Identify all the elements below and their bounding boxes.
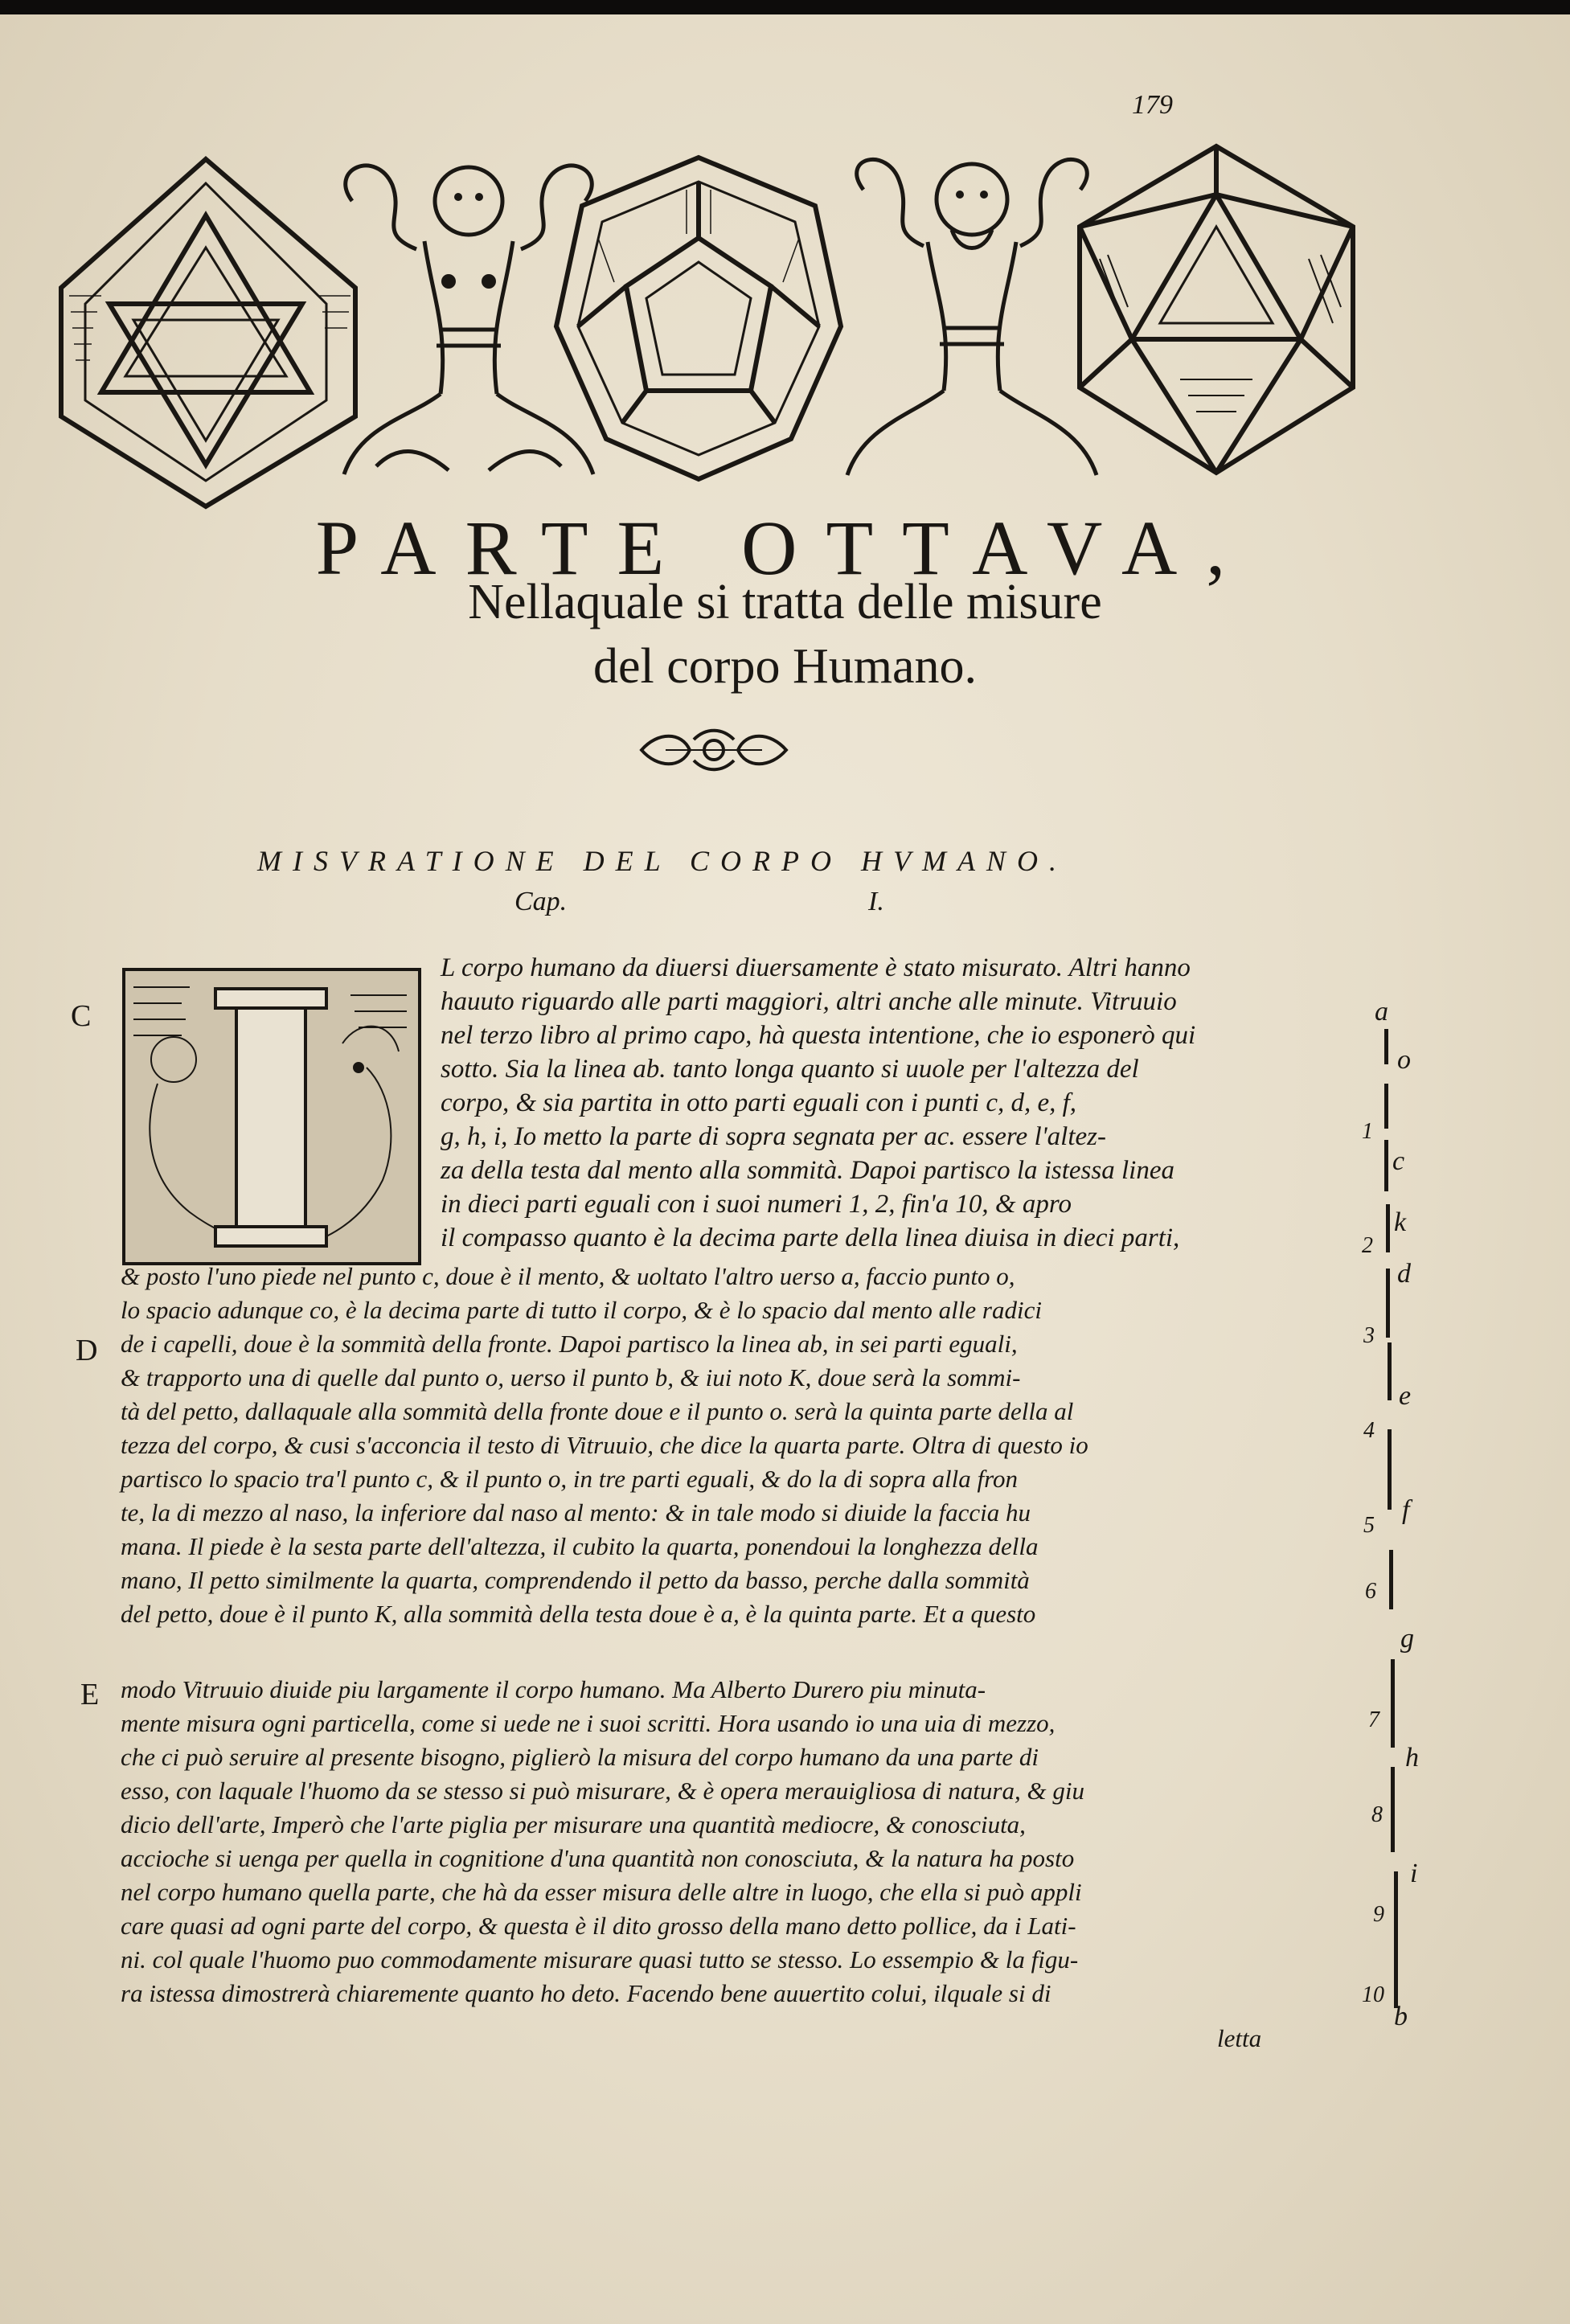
text-line: esso, con laquale l'huomo da se stesso si può misurare, & è opera merauigliosa di natura, & giu bbox=[121, 1777, 1084, 1805]
text-line: de i capelli, doue è la sommità della fronte. Dapoi partisco la linea ab, in sei parti eguali, bbox=[121, 1330, 1018, 1358]
scale-segment bbox=[1384, 1029, 1388, 1064]
text-line: tezza del corpo, & cusi s'acconcia il testo di Vitruuio, che dice la quarta parte. Oltra di questo io bbox=[121, 1431, 1088, 1459]
scale-segment bbox=[1389, 1550, 1393, 1609]
part-title: PARTE OTTAVA, bbox=[315, 505, 1255, 591]
text-line: ra istessa dimostrerà chiaremente quanto ho deto. Facendo bene auuertito colui, ilquale si di bbox=[121, 1979, 1051, 2007]
book-page bbox=[0, 14, 1570, 2324]
scale-letter: i bbox=[1410, 1859, 1418, 1888]
scale-letter: c bbox=[1392, 1146, 1405, 1176]
scale-letter: b bbox=[1394, 2002, 1408, 2031]
chapter-label: Cap. bbox=[514, 887, 568, 916]
margin-letter: C bbox=[71, 999, 92, 1033]
scale-letter: d bbox=[1397, 1259, 1411, 1289]
scale-number: 1 bbox=[1362, 1119, 1373, 1144]
text-line: mano, Il petto similmente la quarta, comprendendo il petto da basso, perche dalla sommità bbox=[121, 1566, 1030, 1594]
text-line: che ci può seruire al presente bisogno, piglierò la misura del corpo humano da una parte di bbox=[121, 1743, 1039, 1771]
part-subtitle-2: del corpo Humano. bbox=[593, 639, 977, 694]
scale-number: 7 bbox=[1368, 1707, 1379, 1732]
text-line: te, la di mezzo al naso, la inferiore dal naso al mento: & in tale modo si diuide la faccia hu bbox=[121, 1498, 1031, 1527]
text-line: & trapporto una di quelle dal punto o, uerso il punto b, & iui noto K, doue serà la sommi- bbox=[121, 1363, 1021, 1392]
text-line: ni. col quale l'huomo puo commodamente misurare quasi tutto se stesso. Lo essempio & la figu- bbox=[121, 1945, 1079, 1974]
scale-segment bbox=[1386, 1204, 1390, 1252]
text-line: accioche si uenga per quella in cognitione d'una quantità non conosciuta, & la natura ha posto bbox=[121, 1844, 1075, 1872]
page-number: 179 bbox=[1132, 90, 1173, 120]
text-line: L corpo humano da diuersi diuersamente è stato misurato. Altri hanno bbox=[441, 953, 1191, 982]
text-line: il compasso quanto è la decima parte della linea diuisa in dieci parti, bbox=[441, 1223, 1180, 1252]
text-line: mana. Il piede è la sesta parte dell'altezza, il cubito la quarta, ponendoui la longhezza della bbox=[121, 1532, 1039, 1560]
part-subtitle: Nellaquale si tratta delle misure bbox=[468, 575, 1102, 629]
text-line: mente misura ogni particella, come si uede ne i suoi scritti. Hora usando io una uia di mezzo, bbox=[121, 1709, 1056, 1737]
chapter-title: MISVRATIONE DEL CORPO HVMANO. bbox=[257, 845, 1068, 877]
text-line: hauuto riguardo alle parti maggiori, altri anche alle minute. Vitruuio bbox=[441, 987, 1177, 1016]
margin-letter: D bbox=[76, 1334, 98, 1367]
scale-number: 6 bbox=[1365, 1579, 1376, 1604]
octahedron-woodcut bbox=[53, 151, 363, 514]
text-line: tà del petto, dallaquale alla sommità della fronte doue e il punto o. serà la quinta parte della al bbox=[121, 1397, 1074, 1425]
scale-segment bbox=[1388, 1342, 1392, 1400]
scale-segment bbox=[1384, 1084, 1388, 1129]
text-line: partisco lo spacio tra'l punto c, & il punto o, in tre parti eguali, & do la di sopra alla fron bbox=[121, 1465, 1019, 1493]
dodecahedron-woodcut bbox=[550, 150, 847, 487]
scale-segment bbox=[1388, 1429, 1392, 1510]
scale-segment bbox=[1391, 1767, 1395, 1852]
scale-number: 5 bbox=[1363, 1513, 1375, 1538]
scale-number: 4 bbox=[1363, 1418, 1375, 1443]
scale-number: 9 bbox=[1373, 1902, 1384, 1927]
text-line: modo Vitruuio diuide piu largamente il corpo humano. Ma Alberto Durero piu minuta- bbox=[121, 1675, 986, 1703]
scale-letter: g bbox=[1400, 1624, 1414, 1654]
text-line: nel terzo libro al primo capo, hà questa intentione, che io esponerò qui bbox=[441, 1021, 1196, 1050]
scale-letter: o bbox=[1397, 1045, 1411, 1075]
text-line: sotto. Sia la linea ab. tanto longa quanto si uuole per l'altezza del bbox=[441, 1055, 1139, 1084]
text-line: dicio dell'arte, Imperò che l'arte piglia per misurare una quantità mediocre, & conosciuta, bbox=[121, 1810, 1026, 1838]
text-line: care quasi ad ogni parte del corpo, & questa è il dito grosso della mano detto pollice, da i Lati- bbox=[121, 1912, 1076, 1940]
scale-segment bbox=[1391, 1659, 1395, 1748]
scale-segment bbox=[1384, 1140, 1388, 1191]
scale-letter: e bbox=[1399, 1381, 1412, 1411]
icosahedron-woodcut bbox=[1068, 138, 1365, 481]
scale-letter: h bbox=[1405, 1743, 1419, 1773]
ornament-fleuron bbox=[633, 723, 794, 777]
scale-segment bbox=[1386, 1269, 1390, 1338]
text-line: za della testa dal mento alla sommità. Dapoi partisco la istessa linea bbox=[441, 1156, 1174, 1185]
catchword: letta bbox=[1217, 2024, 1262, 2052]
decorated-initial bbox=[122, 968, 421, 1265]
text-line: lo spacio adunque co, è la decima parte di tutto il corpo, & è lo spacio dal mento alle radici bbox=[121, 1296, 1042, 1324]
scale-number: 10 bbox=[1362, 1982, 1384, 2007]
text-line: nel corpo humano quella parte, che hà da esser misura delle altre in luogo, che ella si può appli bbox=[121, 1878, 1082, 1906]
chapter-number: I. bbox=[868, 887, 884, 916]
scale-letter: f bbox=[1402, 1495, 1410, 1525]
scale-number: 8 bbox=[1371, 1802, 1383, 1827]
margin-letter: E bbox=[80, 1678, 100, 1711]
scale-letter: a bbox=[1375, 997, 1388, 1027]
scale-number: 2 bbox=[1362, 1233, 1373, 1258]
scale-letter: k bbox=[1394, 1207, 1407, 1237]
text-line: & posto l'uno piede nel punto c, doue è il mento, & uoltato l'altro uerso a, faccio punto o, bbox=[121, 1262, 1015, 1290]
scale-number: 3 bbox=[1363, 1323, 1375, 1348]
text-line: in dieci parti eguali con i suoi numeri 1, 2, fin'a 10, & apro bbox=[441, 1190, 1072, 1219]
text-line: g, h, i, Io metto la parte di sopra segnata per ac. essere l'altez- bbox=[441, 1122, 1106, 1151]
scale-segment bbox=[1394, 1871, 1398, 2008]
text-line: del petto, doue è il punto K, alla sommità della testa doue è a, è la quinta parte. Et a questo bbox=[121, 1600, 1036, 1628]
text-line: corpo, & sia partita in otto parti eguali con i punti c, d, e, f, bbox=[441, 1088, 1077, 1117]
